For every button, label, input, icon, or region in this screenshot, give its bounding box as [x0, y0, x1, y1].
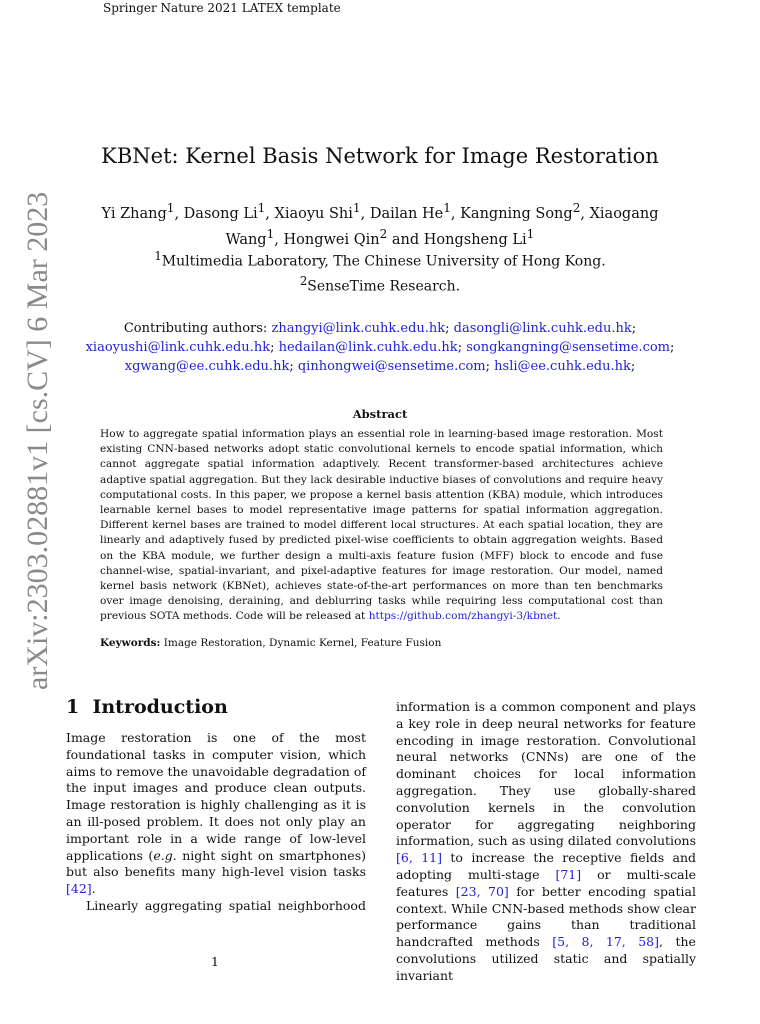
- citation-link[interactable]: [626, 934, 638, 949]
- keywords: [100, 637, 663, 649]
- author-separator: ,: [174, 205, 184, 222]
- affiliation-sup: 1: [154, 249, 162, 263]
- abstract-body: How to aggregate spatial information plays an essential role in learning-based image restoration. Most existing CNN-based networks adopt static convolutional kernels to encode spatial information, which cannot aggregate spatial information adaptively. Recent transformer-based architectures achieve adaptive spatial aggregation. But they lack desirable inductive biases of convolutions and require heavy computational costs. In this paper, we propose a kernel basis attention (KBA) module, which introduces learnable kernel bases to model representative image patterns for spatial information aggregation. Different kernel bases are trained to model different local structures. At each spatial location, they are linearly and adaptively fused by predicted pixel-wise coefficients to obtain aggregation weights. Based on the KBA module, we further design a multi-axis feature fusion (MFF) block to encode and fuse channel-wise, spatial-invariant, and pixel-adaptive features for image restoration. Our model, named kernel basis network (KBNet), achieves state-of-the-art performances on more than ten benchmarks over image denoising, deraining, and deblurring tasks while requiring less computational cost than previous SOTA methods. Code will be released at: [100, 428, 663, 623]
- citation-link[interactable]: [42]: [66, 881, 92, 897]
- email-separator: ;: [630, 359, 636, 374]
- author-separator: ,: [580, 205, 590, 222]
- arxiv-watermark: arXiv:2303.02881v1 [cs.CV] 6 Mar 2023: [21, 191, 54, 690]
- citation-link[interactable]: 70]: [488, 883, 509, 899]
- intro-paragraph-2: Linearly aggregating spatial neighborhood: [86, 897, 366, 913]
- keywords-text: Image Restoration, Dynamic Kernel, Feature Fusion: [163, 637, 442, 649]
- author-email-link[interactable]: songkangning@sensetime.com: [466, 340, 671, 355]
- email-separator: ;: [270, 340, 279, 355]
- citation-link[interactable]: [569, 934, 581, 949]
- abstract-heading: Abstract: [352, 407, 408, 421]
- section-heading: [66, 696, 228, 718]
- author-affil-sup: 1: [352, 201, 361, 215]
- affiliation: [100, 272, 660, 297]
- paper-title: KBNet: Kernel Basis Network for Image Restoration: [101, 144, 659, 168]
- email-separator: ;: [670, 340, 675, 355]
- section-title: Introduction: [92, 696, 228, 718]
- citation-link[interactable]: [23,: [455, 883, 481, 899]
- author-affil-sup: 2: [572, 201, 581, 215]
- contributing-authors: [80, 319, 680, 376]
- citation-link[interactable]: 8,: [581, 934, 594, 950]
- author-affil-sup: 1: [166, 201, 175, 215]
- author-email-link[interactable]: xiaoyushi@link.cuhk.edu.hk: [85, 340, 271, 355]
- author-name: Dasong Li: [183, 205, 258, 222]
- author-name: Yi Zhang: [101, 205, 167, 222]
- author-name: Dailan He: [369, 205, 444, 222]
- code-link[interactable]: https://github.com/zhangyi-3/kbnet: [368, 610, 558, 623]
- affiliation: [100, 247, 660, 272]
- email-separator: ;: [631, 321, 637, 336]
- author-affil-sup: 2: [379, 226, 388, 241]
- author-email-link[interactable]: hsli@ee.cuhk.edu.hk: [494, 359, 631, 374]
- citation-link[interactable]: [481, 884, 488, 899]
- abstract-text: [100, 427, 663, 625]
- keywords-label: Keywords:: [100, 637, 161, 649]
- author-separator: and: [387, 231, 424, 248]
- running-header: Springer Nature 2021 LATEX template: [103, 1, 341, 15]
- intro-paragraph-1: Image restoration is one of the most foundational tasks in computer vision, which aims to remove the unavoidable degradation of the input images and produce clean outputs. Image restoration is highly challenging as it is an ill-posed problem. It does not only play an important role in a wide range of low-level applications (e.g. night sight on smartphones) but also benefits many high-level vision tasks [42].: [66, 730, 366, 897]
- section-number: 1: [66, 696, 80, 718]
- author-name: Xiaogang Wang: [225, 205, 659, 248]
- author-name: Hongwei Qin: [283, 231, 380, 248]
- author-separator: ,: [265, 205, 275, 222]
- author-separator: ,: [360, 205, 370, 222]
- citation-link[interactable]: 58]: [638, 934, 660, 950]
- affiliation-sup: 2: [299, 273, 308, 288]
- citation-link[interactable]: [413, 850, 421, 865]
- author-name: Kangning Song: [460, 205, 573, 222]
- email-separator: ;: [485, 359, 495, 374]
- author-email-link[interactable]: dasongli@link.cuhk.edu.hk: [453, 321, 632, 336]
- author-affil-sup: 1: [257, 201, 266, 215]
- author-affil-sup: 1: [443, 201, 451, 215]
- contributing-label: Contributing authors:: [123, 321, 268, 336]
- citation-link[interactable]: [593, 934, 605, 949]
- email-separator: ;: [289, 359, 298, 374]
- page-number: 1: [211, 954, 219, 969]
- author-list: [100, 198, 660, 250]
- citation-link[interactable]: 11]: [421, 850, 442, 866]
- intro-paragraph-2-continued: information is a common component and plays a key role in deep neural networks for feature encoding in image restoration. Convolutional neural networks (CNNs) are one of the dominant choices for local information aggregation. They use globally-shared convolution kernels in the convolution operator for aggregating neighboring information, such as using dilated convolutions [6, 11] to increase the receptive fields and adopting multi-stage [71] or multi-scale features [23, 70] for better encoding spatial context. While CNN-based methods show clear performance gains than traditional handcrafted methods [5, 8, 17, 58], the convolutions utilized static and spatially invariant: [396, 699, 697, 983]
- author-email-link[interactable]: xgwang@ee.cuhk.edu.hk: [124, 359, 290, 374]
- author-affil-sup: 1: [526, 226, 535, 241]
- author-affil-sup: 1: [266, 226, 275, 241]
- author-email-link[interactable]: zhangyi@link.cuhk.edu.hk: [271, 321, 446, 336]
- citation-link[interactable]: [71]: [555, 866, 582, 882]
- email-separator: ;: [445, 321, 454, 336]
- citation-link[interactable]: [6,: [396, 850, 413, 866]
- citation-link[interactable]: [5,: [552, 934, 570, 950]
- left-column: [66, 730, 366, 915]
- author-email-link[interactable]: qinhongwei@sensetime.com: [297, 359, 486, 374]
- abstract-end: .: [557, 610, 561, 623]
- author-email-link[interactable]: hedailan@link.cuhk.edu.hk: [278, 340, 458, 355]
- emphasis: e.g.: [153, 847, 177, 863]
- author-name: Hongsheng Li: [423, 231, 527, 248]
- affiliation-list: [100, 247, 660, 296]
- author-name: Xiaoyu Shi: [274, 205, 353, 222]
- citation-link[interactable]: 17,: [605, 934, 626, 950]
- email-separator: ;: [457, 340, 467, 355]
- right-column: [396, 699, 696, 985]
- affiliation-text: SenseTime Research.: [307, 278, 461, 295]
- affiliation-text: Multimedia Laboratory, The Chinese University of Hong Kong.: [161, 253, 606, 270]
- author-separator: ,: [274, 231, 284, 248]
- author-separator: ,: [450, 205, 461, 222]
